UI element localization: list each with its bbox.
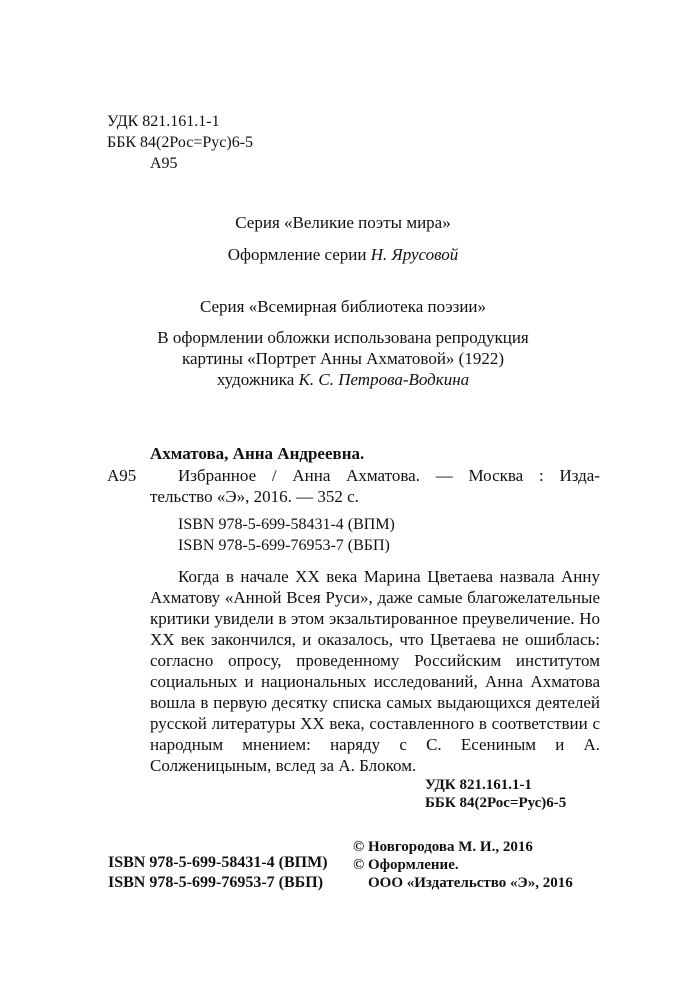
bbk-code-top: ББК 84(2Рос=Рус)6-5 bbox=[107, 134, 254, 151]
catalog-mark: А95 bbox=[107, 466, 137, 485]
series-design-prefix: Оформление серии bbox=[227, 245, 367, 264]
cover-credit-line-2: картины «Портрет Анны Ахматовой» (1922) bbox=[182, 349, 504, 368]
catalog-description-line-1: Избранное / Анна Ахматова. — Москва : Изда- bbox=[178, 466, 600, 485]
udk-code-bottom: УДК 821.161.1-1 bbox=[425, 777, 532, 793]
footer-isbn-1: ISBN 978-5-699-58431-4 (ВПМ) bbox=[108, 854, 328, 871]
series-design-author: Н. Ярусовой bbox=[370, 245, 459, 264]
annotation-text: Когда в начале XX века Марина Цветаева назвала Анну Ахматову «Анной Всея Руси», даже самые благожелательные критики увидели в этом экзальтированное преувеличение. Но XX век закончился, и оказалось, что Цветаева не ошиблась: согласно опросу, проведенному Российским институтом социальных и национальных исследований, Анна Ахматова вошла в первую десятку списка самых выдающихся деятелей русской литературы XX века, составленного в соответствии с народным мнением: наряду с С. Есениным и А. Солженицыным, вслед за А. Блоком. bbox=[150, 567, 600, 775]
copyright-author: © Новгородова М. И., 2016 bbox=[353, 839, 533, 855]
cover-artist: К. С. Петрова-Водкина bbox=[298, 370, 470, 389]
cover-credit-line-3 bbox=[0, 369, 686, 390]
cover-credit-line-1: В оформлении обложки использована репродукция bbox=[157, 328, 529, 347]
series-design-credit bbox=[0, 244, 686, 265]
annotation bbox=[150, 566, 600, 776]
cover-artist-prefix: художника bbox=[216, 370, 295, 389]
series-title-2: Серия «Всемирная библиотека поэзии» bbox=[199, 297, 487, 316]
copyright-design: © Оформление. bbox=[353, 857, 459, 873]
catalog-description-line-2: тельство «Э», 2016. — 352 с. bbox=[150, 487, 359, 506]
series-title-1: Серия «Великие поэты мира» bbox=[235, 213, 451, 232]
udk-code-top: УДК 821.161.1-1 bbox=[107, 113, 220, 130]
author-mark-top: А95 bbox=[150, 155, 178, 172]
footer-isbn-2: ISBN 978-5-699-76953-7 (ВБП) bbox=[108, 874, 324, 891]
catalog-author: Ахматова, Анна Андреевна. bbox=[150, 444, 365, 463]
copyright-publisher: ООО «Издательство «Э», 2016 bbox=[368, 875, 573, 891]
catalog-isbn-1: ISBN 978-5-699-58431-4 (ВПМ) bbox=[178, 516, 395, 533]
catalog-isbn-2: ISBN 978-5-699-76953-7 (ВБП) bbox=[178, 537, 390, 554]
bbk-code-bottom: ББК 84(2Рос=Рус)6-5 bbox=[425, 795, 567, 811]
